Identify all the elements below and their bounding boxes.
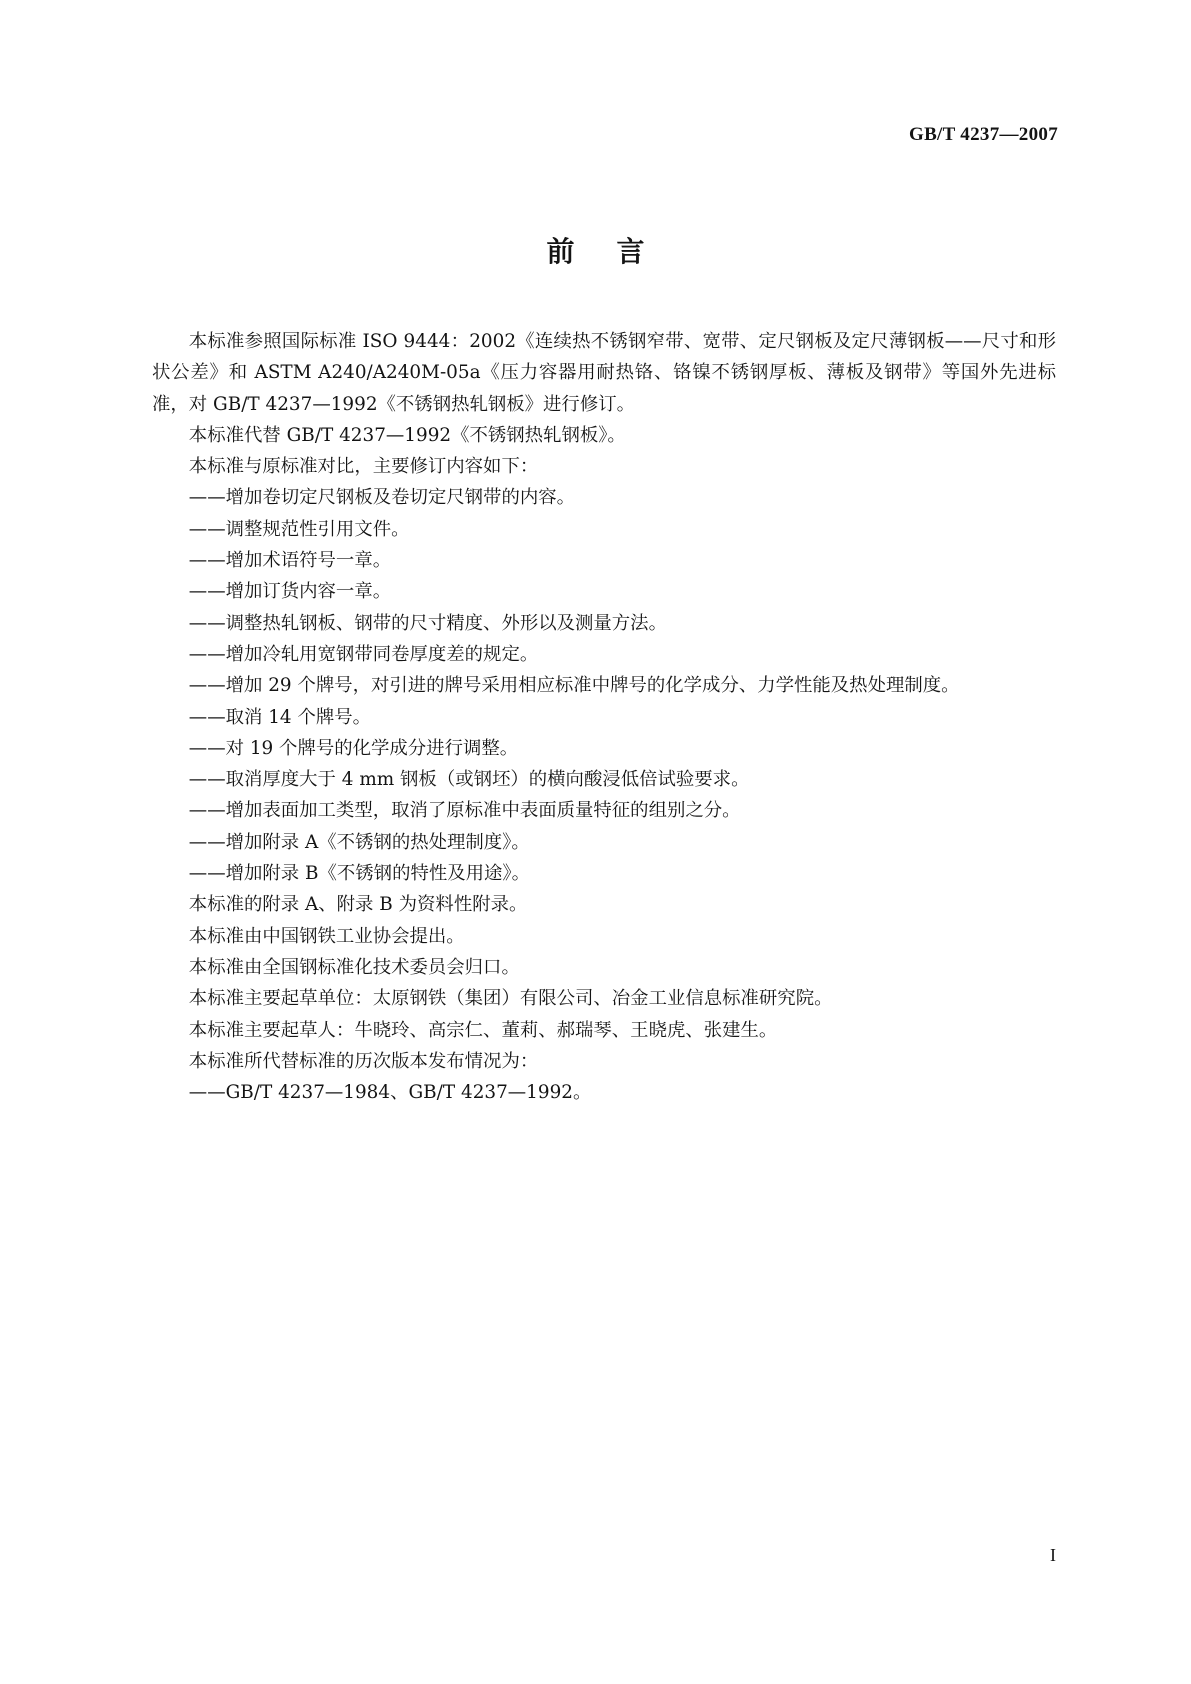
revision-item: ——取消厚度大于 4 mm 钢板（或钢坯）的横向酸浸低倍试验要求。	[188, 769, 750, 791]
revision-item: ——调整规范性引用文件。	[188, 518, 410, 540]
revision-item: ——增加冷轧用宽钢带同卷厚度差的规定。	[188, 643, 539, 665]
document-body	[152, 326, 1056, 1108]
history-item: ——GB/T 4237—1984、GB/T 4237—1992。	[188, 1082, 592, 1104]
page-title: 前言	[546, 235, 687, 268]
closing-paragraph: 本标准由中国钢铁工业协会提出。	[188, 925, 465, 947]
revision-item: ——增加 29 个牌号，对引进的牌号采用相应标准中牌号的化学成分、力学性能及热处理制度。	[188, 675, 960, 697]
closing-paragraph: 本标准主要起草人：牛晓玲、高宗仁、董莉、郝瑞琴、王晓虎、张建生。	[188, 1019, 778, 1041]
intro-paragraph: 本标准与原标准对比，主要修订内容如下：	[188, 456, 539, 478]
page-number: I	[1050, 1545, 1056, 1565]
closing-paragraph: 本标准主要起草单位：太原钢铁（集团）有限公司、冶金工业信息标准研究院。	[188, 988, 833, 1010]
revision-item: ——对 19 个牌号的化学成分进行调整。	[188, 737, 519, 759]
closing-paragraph: 本标准由全国钢标准化技术委员会归口。	[188, 956, 520, 978]
revision-item: ——增加表面加工类型，取消了原标准中表面质量特征的组别之分。	[188, 800, 741, 822]
revision-item: ——增加订货内容一章。	[188, 581, 392, 603]
revision-item: ——增加附录 A《不锈钢的热处理制度》。	[188, 831, 530, 853]
closing-paragraph: 本标准所代替标准的历次版本发布情况为：	[188, 1050, 539, 1072]
closing-paragraph: 本标准的附录 A、附录 B 为资料性附录。	[188, 894, 528, 916]
standard-code: GB/T 4237—2007	[908, 124, 1058, 145]
revision-item: ——调整热轧钢板、钢带的尺寸精度、外形以及测量方法。	[188, 612, 667, 634]
revision-item: ——取消 14 个牌号。	[188, 706, 372, 728]
intro-paragraph: 本标准代替 GB/T 4237—1992《不锈钢热轧钢板》。	[188, 424, 626, 446]
revision-item: ——增加术语符号一章。	[188, 550, 392, 572]
intro-paragraph: 本标准参照国际标准 ISO 9444：2002《连续热不锈钢窄带、宽带、定尺钢板及定尺薄钢板——尺寸和形状公差》和 ASTM A240/A240M-05a《压力容器用耐热铬、铬镍不锈钢厚板、薄板及钢带》等国外先进标准，对 GB/T 4237—1992《不锈钢热轧钢板》进行修订。	[152, 331, 1056, 415]
revision-item: ——增加附录 B《不锈钢的特性及用途》。	[188, 863, 530, 885]
revision-item: ——增加卷切定尺钢板及卷切定尺钢带的内容。	[188, 487, 576, 509]
